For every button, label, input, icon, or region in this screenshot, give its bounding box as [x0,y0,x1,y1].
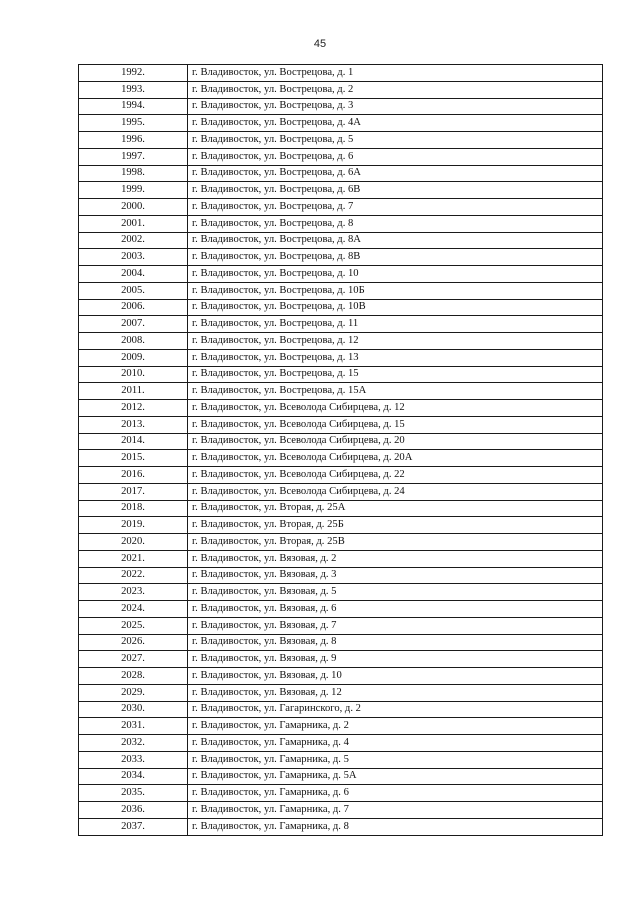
table-row [79,500,603,517]
table-row [79,668,603,685]
row-address: г. Владивосток, ул. Вторая, д. 25А [188,500,603,517]
table-row [79,534,603,551]
row-number: 2035. [79,785,188,802]
row-number: 2003. [79,249,188,266]
row-address: г. Владивосток, ул. Вязовая, д. 3 [188,567,603,584]
row-address: г. Владивосток, ул. Вострецова, д. 15 [188,366,603,383]
row-address: г. Владивосток, ул. Вострецова, д. 8А [188,232,603,249]
row-address: г. Владивосток, ул. Вострецова, д. 6А [188,165,603,182]
address-table-body [79,65,603,836]
table-row [79,634,603,651]
row-address: г. Владивосток, ул. Вострецова, д. 3 [188,98,603,115]
row-address: г. Владивосток, ул. Вторая, д. 25В [188,534,603,551]
row-number: 1994. [79,98,188,115]
table-row [79,768,603,785]
table-row [79,735,603,752]
row-number: 2008. [79,333,188,350]
row-address: г. Владивосток, ул. Вязовая, д. 8 [188,634,603,651]
row-address: г. Владивосток, ул. Вострецова, д. 11 [188,316,603,333]
row-address: г. Владивосток, ул. Вострецова, д. 2 [188,81,603,98]
table-row [79,802,603,819]
table-row [79,701,603,718]
row-number: 2019. [79,517,188,534]
table-row [79,232,603,249]
table-row [79,299,603,316]
row-number: 2032. [79,735,188,752]
row-address: г. Владивосток, ул. Вострецова, д. 7 [188,199,603,216]
table-row [79,601,603,618]
row-address: г. Владивосток, ул. Вострецова, д. 5 [188,132,603,149]
row-number: 2014. [79,433,188,450]
row-number: 2026. [79,634,188,651]
row-address: г. Владивосток, ул. Всеволода Сибирцева, д. 12 [188,400,603,417]
row-number: 2009. [79,349,188,366]
row-number: 2037. [79,818,188,835]
row-address: г. Владивосток, ул. Вострецова, д. 15А [188,383,603,400]
row-number: 2017. [79,483,188,500]
row-number: 2027. [79,651,188,668]
row-address: г. Владивосток, ул. Гамарника, д. 5 [188,751,603,768]
table-row [79,584,603,601]
row-number: 2018. [79,500,188,517]
row-address: г. Владивосток, ул. Всеволода Сибирцева, д. 20А [188,450,603,467]
table-row [79,81,603,98]
table-row [79,785,603,802]
table-row [79,249,603,266]
row-number: 2029. [79,684,188,701]
row-number: 2013. [79,416,188,433]
row-address: г. Владивосток, ул. Вострецова, д. 10Б [188,282,603,299]
table-row [79,132,603,149]
address-table [78,64,603,836]
row-address: г. Владивосток, ул. Вязовая, д. 10 [188,668,603,685]
row-number: 2033. [79,751,188,768]
row-address: г. Владивосток, ул. Вострецова, д. 8 [188,215,603,232]
row-address: г. Владивосток, ул. Вязовая, д. 12 [188,684,603,701]
table-row [79,199,603,216]
row-number: 1998. [79,165,188,182]
row-number: 2023. [79,584,188,601]
row-number: 2002. [79,232,188,249]
row-number: 2025. [79,617,188,634]
row-number: 2012. [79,400,188,417]
row-number: 2028. [79,668,188,685]
row-address: г. Владивосток, ул. Гамарника, д. 4 [188,735,603,752]
table-row [79,433,603,450]
table-row [79,617,603,634]
row-address: г. Владивосток, ул. Гамарника, д. 5А [188,768,603,785]
row-number: 2016. [79,467,188,484]
row-address: г. Владивосток, ул. Гамарника, д. 7 [188,802,603,819]
row-number: 2004. [79,266,188,283]
table-row [79,282,603,299]
row-number: 2001. [79,215,188,232]
row-number: 2020. [79,534,188,551]
table-row [79,567,603,584]
table-row [79,718,603,735]
row-address: г. Владивосток, ул. Вострецова, д. 13 [188,349,603,366]
row-number: 2007. [79,316,188,333]
table-row [79,751,603,768]
table-row [79,98,603,115]
row-address: г. Владивосток, ул. Всеволода Сибирцева, д. 20 [188,433,603,450]
row-address: г. Владивосток, ул. Гагаринского, д. 2 [188,701,603,718]
row-number: 2031. [79,718,188,735]
row-number: 2022. [79,567,188,584]
table-row [79,316,603,333]
row-address: г. Владивосток, ул. Вязовая, д. 5 [188,584,603,601]
page-number: 45 [313,38,327,50]
table-row [79,450,603,467]
row-number: 1997. [79,148,188,165]
row-number: 2036. [79,802,188,819]
row-address: г. Владивосток, ул. Вязовая, д. 2 [188,550,603,567]
row-number: 2024. [79,601,188,618]
row-number: 1996. [79,132,188,149]
row-address: г. Владивосток, ул. Вязовая, д. 9 [188,651,603,668]
row-number: 1992. [79,65,188,82]
table-row [79,467,603,484]
table-row [79,400,603,417]
table-row [79,266,603,283]
row-number: 2030. [79,701,188,718]
table-row [79,416,603,433]
row-address: г. Владивосток, ул. Всеволода Сибирцева, д. 15 [188,416,603,433]
row-address: г. Владивосток, ул. Вторая, д. 25Б [188,517,603,534]
table-row [79,165,603,182]
row-number: 2011. [79,383,188,400]
table-row [79,517,603,534]
row-address: г. Владивосток, ул. Вострецова, д. 4А [188,115,603,132]
table-row [79,182,603,199]
row-address: г. Владивосток, ул. Вострецова, д. 6В [188,182,603,199]
row-address: г. Владивосток, ул. Вострецова, д. 8В [188,249,603,266]
row-number: 2006. [79,299,188,316]
row-address: г. Владивосток, ул. Гамарника, д. 8 [188,818,603,835]
table-row [79,366,603,383]
table-row [79,333,603,350]
row-number: 2021. [79,550,188,567]
row-number: 1995. [79,115,188,132]
row-number: 2005. [79,282,188,299]
row-address: г. Владивосток, ул. Вострецова, д. 1 [188,65,603,82]
table-row [79,215,603,232]
row-number: 2015. [79,450,188,467]
table-row [79,65,603,82]
row-address: г. Владивосток, ул. Вострецова, д. 10В [188,299,603,316]
row-number: 1993. [79,81,188,98]
table-row [79,349,603,366]
row-address: г. Владивосток, ул. Вязовая, д. 6 [188,601,603,618]
row-number: 2000. [79,199,188,216]
row-address: г. Владивосток, ул. Всеволода Сибирцева, д. 22 [188,467,603,484]
row-address: г. Владивосток, ул. Гамарника, д. 2 [188,718,603,735]
table-row [79,383,603,400]
table-row [79,148,603,165]
table-row [79,115,603,132]
row-address: г. Владивосток, ул. Вязовая, д. 7 [188,617,603,634]
row-address: г. Владивосток, ул. Вострецова, д. 12 [188,333,603,350]
table-row [79,550,603,567]
table-row [79,818,603,835]
row-number: 2010. [79,366,188,383]
row-address: г. Владивосток, ул. Гамарника, д. 6 [188,785,603,802]
table-row [79,651,603,668]
row-address: г. Владивосток, ул. Всеволода Сибирцева, д. 24 [188,483,603,500]
table-row [79,684,603,701]
row-number: 2034. [79,768,188,785]
row-number: 1999. [79,182,188,199]
row-address: г. Владивосток, ул. Вострецова, д. 10 [188,266,603,283]
table-row [79,483,603,500]
row-address: г. Владивосток, ул. Вострецова, д. 6 [188,148,603,165]
